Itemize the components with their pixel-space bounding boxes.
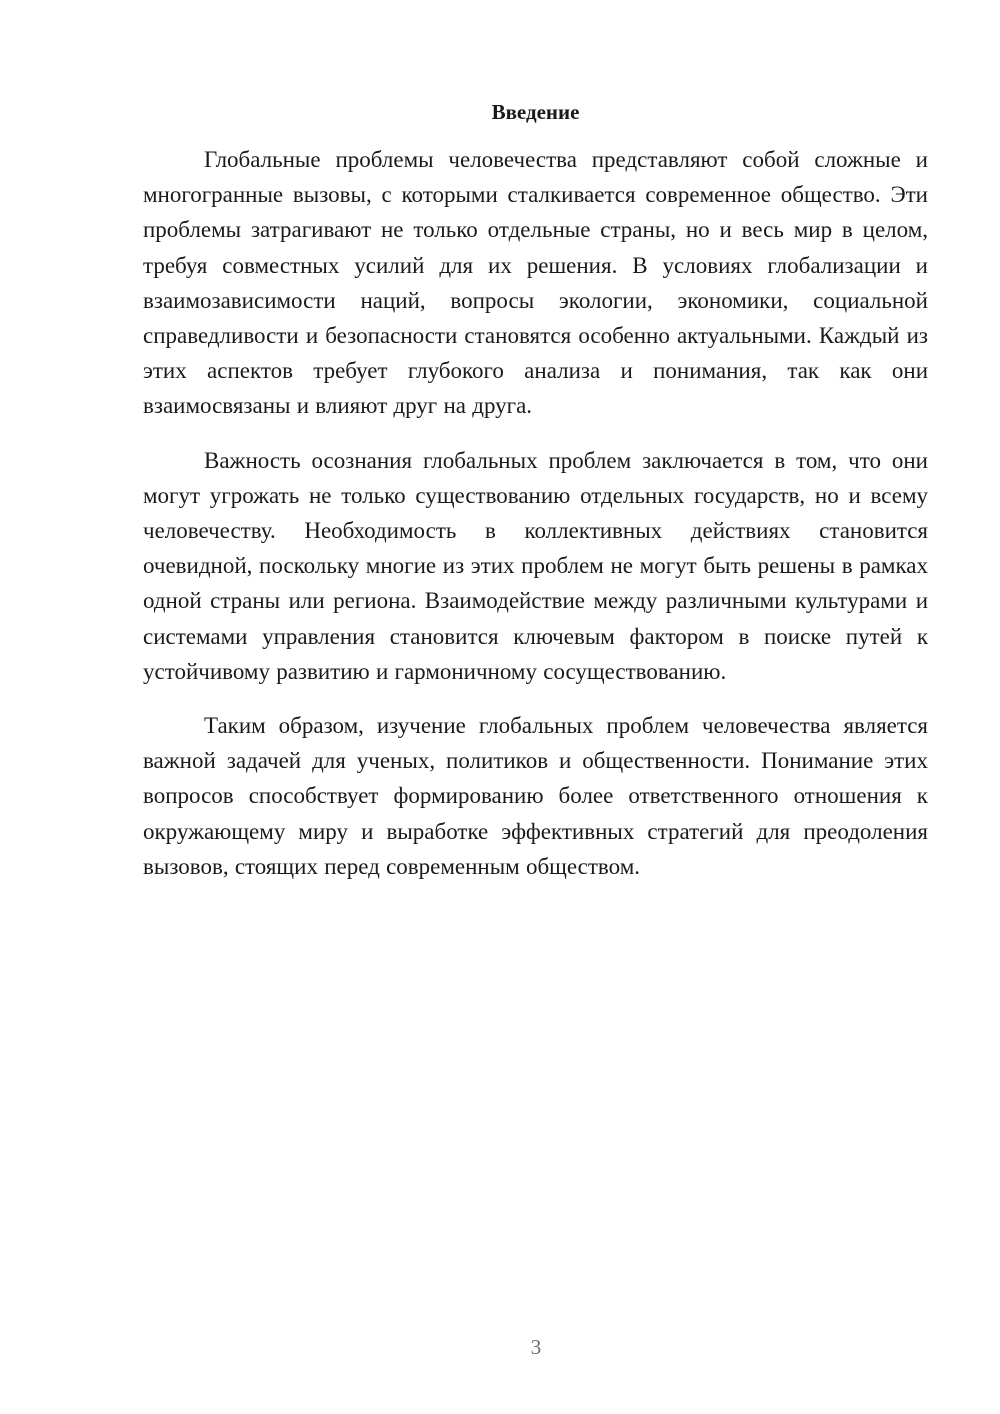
paragraph-2: Важность осознания глобальных проблем заключается в том, что они могут угрожать не только существованию отдельных государств, но и всему человечеству. Необходимость в коллективных действиях становится очевидной, поскольку многие из этих проблем не могут быть решены в рамках одной страны или региона. Взаимодействие между различными культурами и системами управления становится ключевым фактором в поиске путей к устойчивому развитию и гармоничному сосуществованию. (143, 447, 928, 684)
body-text (143, 142, 928, 903)
page-number: 3 (530, 1335, 542, 1359)
paragraph-3: Таким образом, изучение глобальных проблем человечества является важной задачей для ученых, политиков и общественности. Понимание этих вопросов способствует формированию более ответственного отношения к окружающему миру и выработке эффективных стратегий для преодоления вызовов, стоящих перед современным обществом. (143, 713, 928, 879)
paragraph-1: Глобальные проблемы человечества представляют собой сложные и многогранные вызовы, с которыми сталкивается современное общество. Эти проблемы затрагивают не только отдельные страны, но и весь мир в целом, требуя совместных усилий для их решения. В условиях глобализации и взаимозависимости наций, вопросы экологии, экономики, социальной справедливости и безопасности становятся особенно актуальными. Каждый из этих аспектов требует глубокого анализа и понимания, так как они взаимосвязаны и влияют друг на друга. (143, 147, 928, 419)
section-title: Введение (491, 100, 580, 124)
